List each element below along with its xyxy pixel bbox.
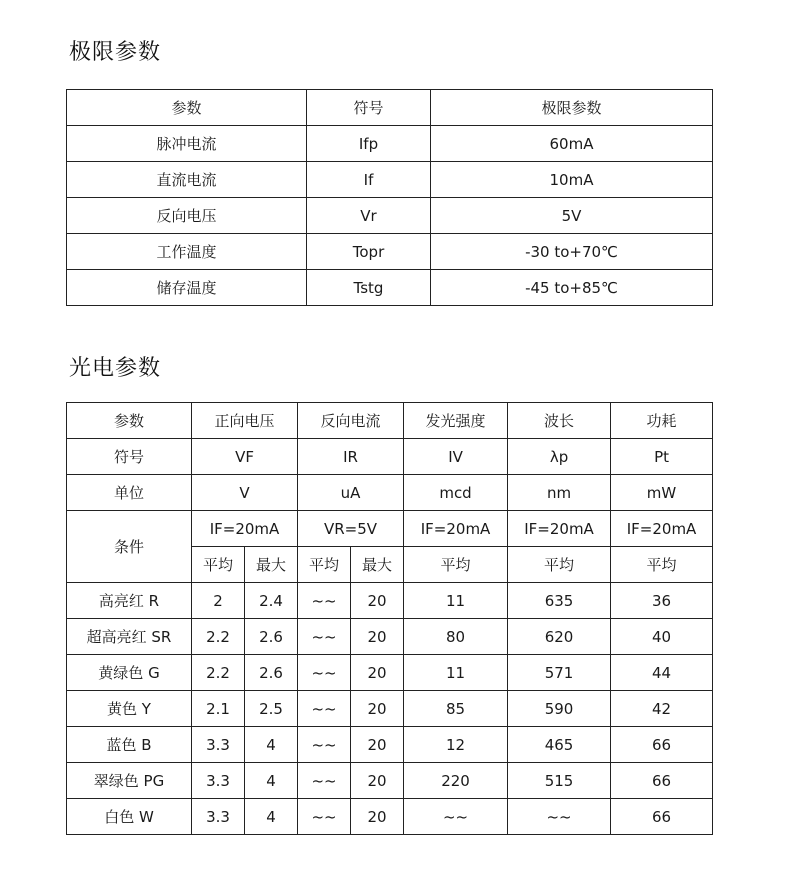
opto-unit-cell: uA <box>298 475 404 511</box>
opto-value-cell: 66 <box>611 763 713 799</box>
opto-color-cell: 白色 W <box>67 799 192 835</box>
opto-value-cell: 11 <box>404 583 508 619</box>
opto-subheader-cell: 平均 <box>404 547 508 583</box>
opto-header-param: 参数 <box>67 403 192 439</box>
opto-data-row <box>67 655 713 691</box>
opto-unit-cell: mW <box>611 475 713 511</box>
opto-symbol-cell: IR <box>298 439 404 475</box>
opto-color-cell: 高亮红 R <box>67 583 192 619</box>
limits-symbol-cell: Ifp <box>307 126 431 162</box>
opto-value-cell: 36 <box>611 583 713 619</box>
opto-color-cell: 蓝色 B <box>67 727 192 763</box>
opto-value-cell: ~~ <box>508 799 611 835</box>
opto-data-row <box>67 619 713 655</box>
opto-value-cell: 635 <box>508 583 611 619</box>
opto-data-row <box>67 583 713 619</box>
limits-param-cell: 脉冲电流 <box>67 126 307 162</box>
opto-value-cell: 20 <box>351 727 404 763</box>
limits-header-row <box>67 90 713 126</box>
opto-value-cell: 2.5 <box>245 691 298 727</box>
opto-value-cell: 20 <box>351 655 404 691</box>
opto-value-cell: 220 <box>404 763 508 799</box>
opto-symbol-row <box>67 439 713 475</box>
opto-subheader-cell: 最大 <box>245 547 298 583</box>
limits-row <box>67 234 713 270</box>
opto-value-cell: 20 <box>351 619 404 655</box>
limits-row <box>67 198 713 234</box>
opto-value-cell: 11 <box>404 655 508 691</box>
opto-value-cell: 20 <box>351 799 404 835</box>
limits-value-cell: -30 to+70℃ <box>431 234 713 270</box>
opto-value-cell: 590 <box>508 691 611 727</box>
opto-subheader-cell: 平均 <box>611 547 713 583</box>
limits-param-cell: 工作温度 <box>67 234 307 270</box>
opto-value-cell: 80 <box>404 619 508 655</box>
opto-unit-label: 单位 <box>67 475 192 511</box>
opto-symbol-label: 符号 <box>67 439 192 475</box>
opto-symbol-cell: IV <box>404 439 508 475</box>
opto-value-cell: 2.6 <box>245 655 298 691</box>
opto-value-cell: 2.4 <box>245 583 298 619</box>
opto-value-cell: 4 <box>245 763 298 799</box>
opto-header-cell: 反向电流 <box>298 403 404 439</box>
opto-value-cell: 20 <box>351 583 404 619</box>
opto-color-cell: 黄绿色 G <box>67 655 192 691</box>
opto-header-cell: 功耗 <box>611 403 713 439</box>
opto-value-cell: 515 <box>508 763 611 799</box>
limits-section-title: 极限参数 <box>69 40 162 65</box>
opto-unit-row <box>67 475 713 511</box>
opto-value-cell: 4 <box>245 799 298 835</box>
limits-table <box>66 89 713 306</box>
limits-row <box>67 270 713 306</box>
opto-data-row <box>67 799 713 835</box>
limits-symbol-cell: Topr <box>307 234 431 270</box>
opto-value-cell: 2.2 <box>192 619 245 655</box>
opto-unit-cell: V <box>192 475 298 511</box>
opto-value-cell: ~~ <box>404 799 508 835</box>
limits-param-cell: 储存温度 <box>67 270 307 306</box>
opto-value-cell: 3.3 <box>192 763 245 799</box>
opto-value-cell: 66 <box>611 727 713 763</box>
opto-value-cell: 571 <box>508 655 611 691</box>
opto-subheader-cell: 平均 <box>298 547 351 583</box>
limits-value-cell: 10mA <box>431 162 713 198</box>
opto-condition-cell: IF=20mA <box>611 511 713 547</box>
opto-value-cell: ~~ <box>298 691 351 727</box>
opto-data-row <box>67 763 713 799</box>
opto-value-cell: 620 <box>508 619 611 655</box>
opto-condition-cell: IF=20mA <box>192 511 298 547</box>
opto-condition-row <box>67 511 713 547</box>
opto-value-cell: ~~ <box>298 655 351 691</box>
limits-param-cell: 直流电流 <box>67 162 307 198</box>
opto-value-cell: 3.3 <box>192 799 245 835</box>
opto-value-cell: ~~ <box>298 583 351 619</box>
opto-value-cell: 40 <box>611 619 713 655</box>
opto-header-cell: 波长 <box>508 403 611 439</box>
opto-data-row <box>67 727 713 763</box>
opto-color-cell: 翠绿色 PG <box>67 763 192 799</box>
limits-header-cell: 参数 <box>67 90 307 126</box>
opto-unit-cell: nm <box>508 475 611 511</box>
opto-symbol-cell: Pt <box>611 439 713 475</box>
opto-value-cell: 2.2 <box>192 655 245 691</box>
opto-section-title: 光电参数 <box>69 356 162 381</box>
limits-header-cell: 极限参数 <box>431 90 713 126</box>
opto-value-cell: 42 <box>611 691 713 727</box>
limits-header-cell: 符号 <box>307 90 431 126</box>
opto-value-cell: 2.6 <box>245 619 298 655</box>
opto-data-row <box>67 691 713 727</box>
opto-value-cell: 3.3 <box>192 727 245 763</box>
opto-condition-label: 条件 <box>67 511 192 583</box>
opto-value-cell: ~~ <box>298 619 351 655</box>
opto-unit-cell: mcd <box>404 475 508 511</box>
opto-value-cell: ~~ <box>298 763 351 799</box>
limits-value-cell: 5V <box>431 198 713 234</box>
limits-row <box>67 162 713 198</box>
opto-value-cell: 20 <box>351 763 404 799</box>
opto-header-row <box>67 403 713 439</box>
opto-subheader-cell: 最大 <box>351 547 404 583</box>
opto-value-cell: 85 <box>404 691 508 727</box>
opto-condition-cell: IF=20mA <box>404 511 508 547</box>
opto-value-cell: 2 <box>192 583 245 619</box>
opto-value-cell: 44 <box>611 655 713 691</box>
opto-subheader-cell: 平均 <box>192 547 245 583</box>
opto-header-cell: 正向电压 <box>192 403 298 439</box>
opto-color-cell: 超高亮红 SR <box>67 619 192 655</box>
opto-symbol-cell: VF <box>192 439 298 475</box>
opto-value-cell: 2.1 <box>192 691 245 727</box>
opto-symbol-cell: λp <box>508 439 611 475</box>
limits-value-cell: 60mA <box>431 126 713 162</box>
opto-condition-cell: VR=5V <box>298 511 404 547</box>
opto-color-cell: 黄色 Y <box>67 691 192 727</box>
opto-value-cell: 66 <box>611 799 713 835</box>
limits-symbol-cell: If <box>307 162 431 198</box>
opto-value-cell: 12 <box>404 727 508 763</box>
opto-value-cell: ~~ <box>298 799 351 835</box>
opto-value-cell: 20 <box>351 691 404 727</box>
opto-value-cell: 4 <box>245 727 298 763</box>
opto-value-cell: 465 <box>508 727 611 763</box>
opto-condition-cell: IF=20mA <box>508 511 611 547</box>
opto-header-cell: 发光强度 <box>404 403 508 439</box>
opto-table <box>66 402 713 835</box>
limits-value-cell: -45 to+85℃ <box>431 270 713 306</box>
limits-symbol-cell: Vr <box>307 198 431 234</box>
limits-symbol-cell: Tstg <box>307 270 431 306</box>
opto-subheader-cell: 平均 <box>508 547 611 583</box>
limits-param-cell: 反向电压 <box>67 198 307 234</box>
limits-row <box>67 126 713 162</box>
opto-value-cell: ~~ <box>298 727 351 763</box>
